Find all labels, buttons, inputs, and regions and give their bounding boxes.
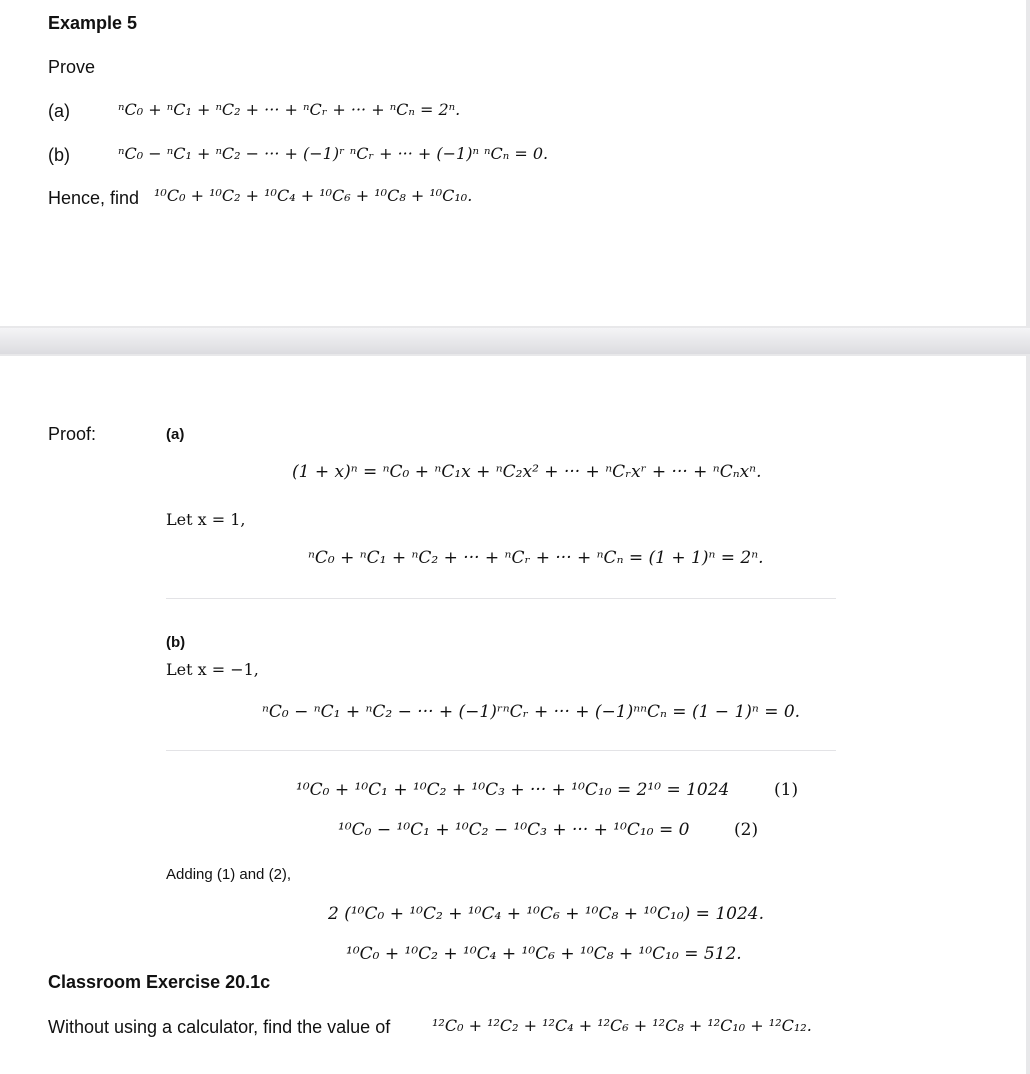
- exercise-text: Without using a calculator, find the value of: [48, 1017, 391, 1037]
- proof-part-a-label: (a): [166, 426, 185, 443]
- equation-2: ¹⁰C₀ − ¹⁰C₁ + ¹⁰C₂ − ¹⁰C₃ + ··· + ¹⁰C₁₀ = 0: [338, 820, 690, 840]
- part-a-equation: ⁿC₀ + ⁿC₁ + ⁿC₂ + ··· + ⁿCᵣ + ··· + ⁿCₙ = 2ⁿ.: [118, 100, 461, 119]
- divider: [166, 598, 836, 599]
- hence-equation: ¹⁰C₀ + ¹⁰C₂ + ¹⁰C₄ + ¹⁰C₆ + ¹⁰C₈ + ¹⁰C₁₀.: [154, 186, 473, 205]
- proof-label: Proof:: [48, 424, 97, 444]
- prove-label: Prove: [48, 57, 96, 77]
- let-x-equals-minus-1: Let x = −1,: [166, 660, 259, 679]
- result-equation: ¹⁰C₀ + ¹⁰C₂ + ¹⁰C₄ + ¹⁰C₆ + ¹⁰C₈ + ¹⁰C₁₀ = 512.: [346, 944, 742, 964]
- sum-equation: ⁿC₀ + ⁿC₁ + ⁿC₂ + ··· + ⁿCᵣ + ··· + ⁿCₙ = (1 + 1)ⁿ = 2ⁿ.: [308, 548, 764, 568]
- part-a-label: (a): [48, 101, 70, 121]
- equation-2-tag: (2): [734, 820, 759, 840]
- part-b-equation: ⁿC₀ − ⁿC₁ + ⁿC₂ − ··· + (−1)ʳ ⁿCᵣ + ··· + (−1)ⁿ ⁿCₙ = 0.: [118, 144, 549, 163]
- let-x-equals-1: Let x = 1,: [166, 510, 246, 529]
- adding-label: Adding (1) and (2),: [166, 866, 292, 883]
- part-b-label: (b): [48, 145, 70, 165]
- binomial-expansion: (1 + x)ⁿ = ⁿC₀ + ⁿC₁x + ⁿC₂x² + ··· + ⁿCᵣxʳ + ··· + ⁿCₙxⁿ.: [292, 462, 762, 482]
- equation-1: ¹⁰C₀ + ¹⁰C₁ + ¹⁰C₂ + ¹⁰C₃ + ··· + ¹⁰C₁₀ = 2¹⁰ = 1024: [296, 780, 730, 800]
- equation-1-tag: (1): [774, 780, 799, 800]
- card-separator: [0, 328, 1030, 354]
- hence-label: Hence, find: [48, 188, 140, 208]
- example-title: Example 5: [48, 13, 138, 33]
- exercise-title: Classroom Exercise 20.1c: [48, 972, 271, 992]
- alternating-equation: ⁿC₀ − ⁿC₁ + ⁿC₂ − ··· + (−1)ʳⁿCᵣ + ··· + (−1)ⁿⁿCₙ = (1 − 1)ⁿ = 0.: [262, 702, 801, 722]
- example-card: [0, 0, 1026, 326]
- divider: [166, 750, 836, 751]
- exercise-equation: ¹²C₀ + ¹²C₂ + ¹²C₄ + ¹²C₆ + ¹²C₈ + ¹²C₁₀ + ¹²C₁₂.: [432, 1016, 812, 1035]
- proof-part-b-label: (b): [166, 634, 186, 651]
- doubled-sum-equation: 2 (¹⁰C₀ + ¹⁰C₂ + ¹⁰C₄ + ¹⁰C₆ + ¹⁰C₈ + ¹⁰C₁₀) = 1024.: [328, 904, 764, 924]
